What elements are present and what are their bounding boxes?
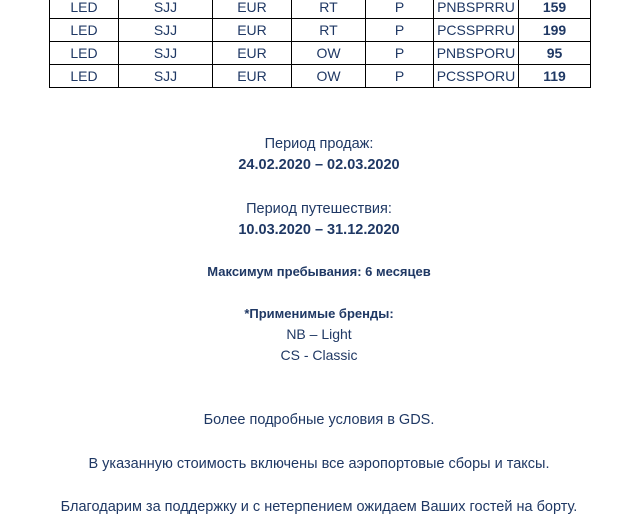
fare-basis-cell: PCSSPRRU (434, 19, 519, 42)
brand-item: CS - Classic (280, 347, 358, 363)
origin-cell: LED (50, 0, 119, 19)
currency-cell: EUR (213, 65, 292, 88)
trip-type-cell: OW (292, 42, 366, 65)
currency-cell: EUR (213, 42, 292, 65)
trip-type-cell: RT (292, 19, 366, 42)
fare-amount-cell: 159 (519, 0, 591, 19)
destination-cell: SJJ (119, 65, 213, 88)
brands-title: *Применимые бренды: (244, 306, 394, 321)
taxes-note: В указанную стоимость включены все аэропортовые сборы и таксы. (88, 456, 550, 472)
gds-note: Более подробные условия в GDS. (203, 412, 435, 428)
trip-type-cell: OW (292, 65, 366, 88)
destination-cell: SJJ (119, 42, 213, 65)
currency-cell: EUR (213, 19, 292, 42)
table-row (50, 42, 591, 65)
destination-cell: SJJ (119, 19, 213, 42)
booking-class-cell: P (366, 65, 434, 88)
booking-class-cell: P (366, 19, 434, 42)
booking-class-cell: P (366, 42, 434, 65)
travel-period-label: Период путешествия: (246, 201, 392, 217)
trip-type-cell: RT (292, 0, 366, 19)
fare-basis-cell: PNBSPORU (434, 42, 519, 65)
table-row (50, 19, 591, 42)
sales-period-dates: 24.02.2020 – 02.03.2020 (238, 157, 400, 173)
fare-basis-cell: PCSSPORU (434, 65, 519, 88)
travel-period-dates: 10.03.2020 – 31.12.2020 (238, 222, 400, 238)
currency-cell: EUR (213, 0, 292, 19)
max-stay: Максимум пребывания: 6 месяцев (207, 264, 431, 279)
sales-period-label: Период продаж: (264, 136, 374, 152)
thanks-note: Благодарим за поддержку и с нетерпением ожидаем Ваших гостей на борту. (60, 499, 578, 515)
origin-cell: LED (50, 42, 119, 65)
booking-class-cell: P (366, 0, 434, 19)
origin-cell: LED (50, 65, 119, 88)
brand-item: NB – Light (286, 326, 352, 342)
table-row (50, 0, 591, 19)
fare-amount-cell: 119 (519, 65, 591, 88)
fare-amount-cell: 199 (519, 19, 591, 42)
origin-cell: LED (50, 19, 119, 42)
fare-basis-cell: PNBSPRRU (434, 0, 519, 19)
table-row (50, 65, 591, 88)
fare-amount-cell: 95 (519, 42, 591, 65)
destination-cell: SJJ (119, 0, 213, 19)
fares-table (49, 0, 591, 88)
